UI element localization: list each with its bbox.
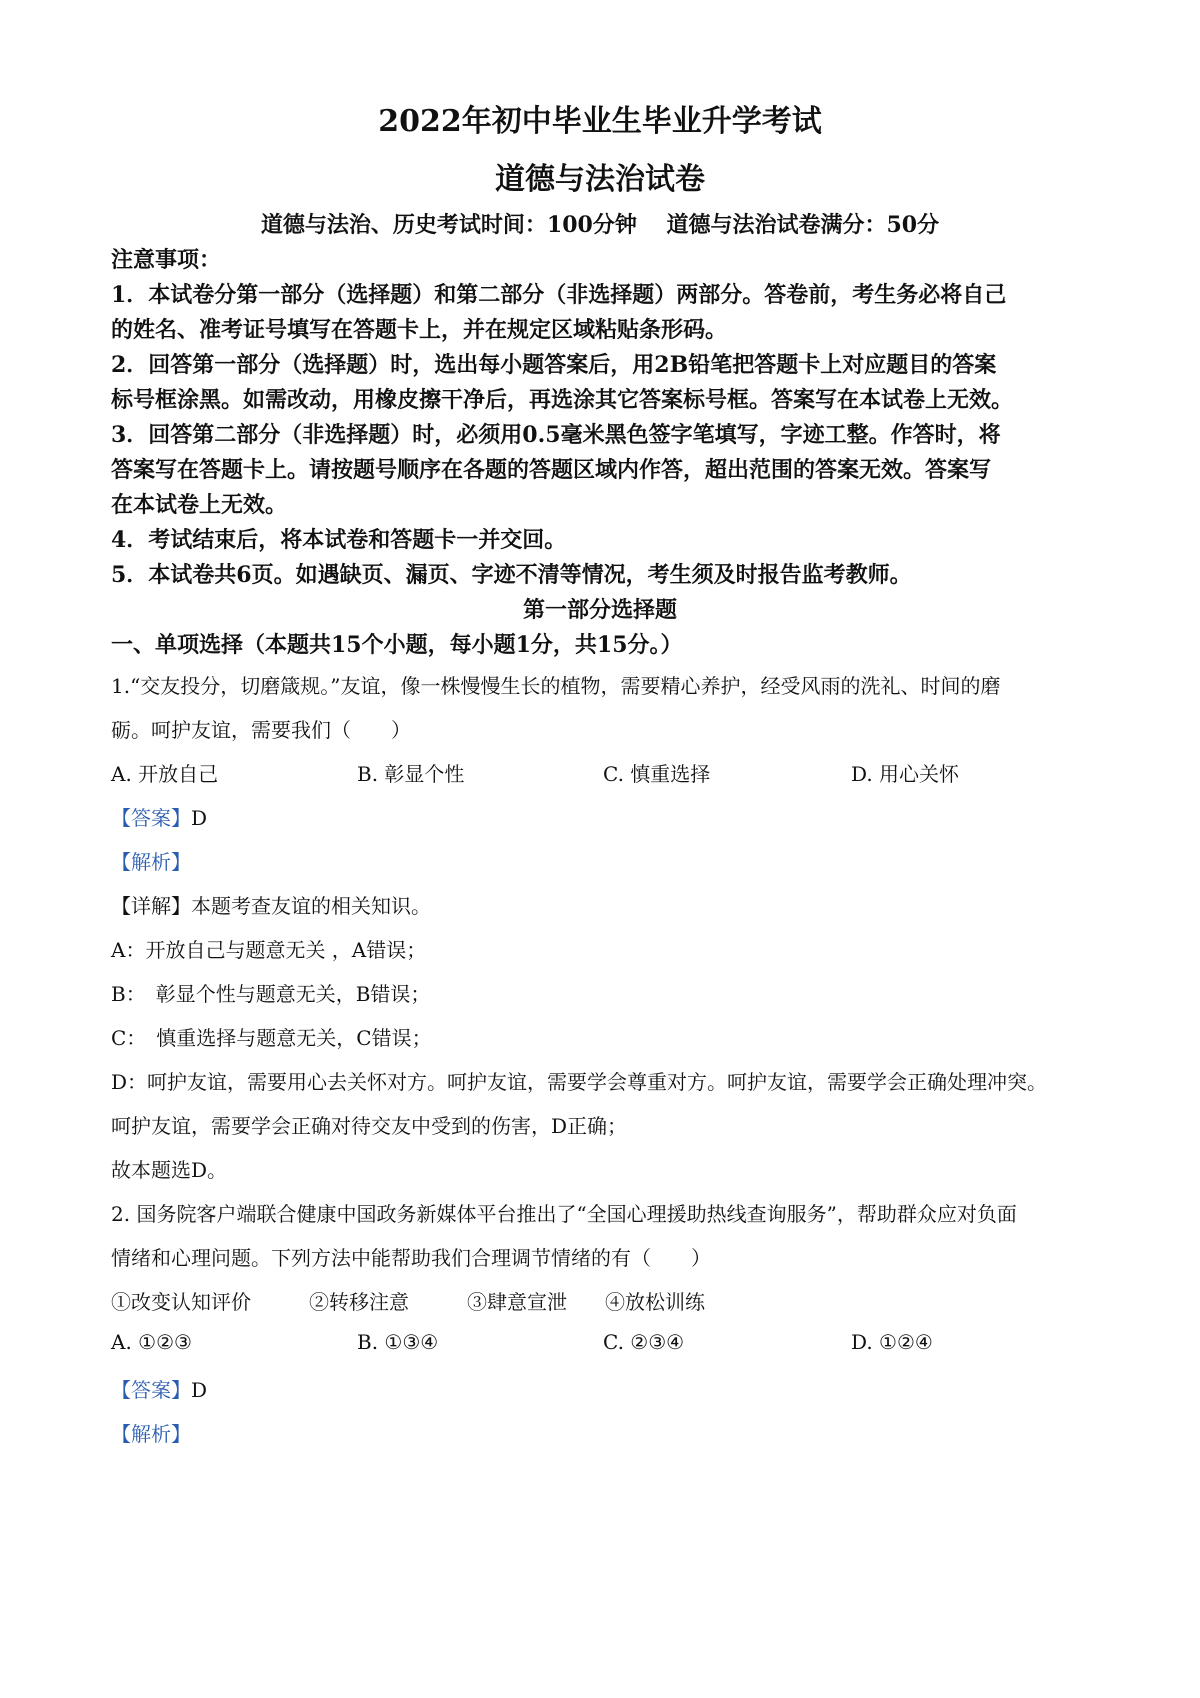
q1-option-a: A. 开放自己 [111, 762, 219, 786]
q1-option-d: D. 用心关怀 [851, 762, 960, 786]
exam-subtitle: 道德与法治试卷 [495, 162, 705, 197]
q2-option-a: A. ①②③ [111, 1330, 192, 1354]
q2-stem-line1: 2. 国务院客户端联合健康中国政务新媒体平台推出了“全国心理援助热线查询服务”，帮助群众应对负面 [111, 1202, 1017, 1226]
q2-analysis-tag: 【解析】 [111, 1422, 191, 1446]
q1-answer [111, 802, 207, 831]
note-line: 2．回答第一部分（选择题）时，选出每小题答案后，用2B铅笔把答题卡上对应题目的答案 [111, 352, 997, 378]
answer-value: D [191, 1378, 208, 1402]
exam-info: 道德与法治、历史考试时间：100分钟 道德与法治试卷满分：50分 [260, 212, 940, 238]
q2-option-b: B. ①③④ [357, 1330, 439, 1354]
q1-stem-line2: 砺。呵护友谊，需要我们（ ） [111, 718, 411, 742]
q1-explain-line: A：开放自己与题意无关 ，A错误； [111, 938, 427, 962]
answer-tag: 【答案】 [111, 806, 191, 830]
q1-option-b: B. 彰显个性 [357, 762, 465, 786]
exam-title: 2022年初中毕业生毕业升学考试 [378, 104, 822, 139]
q1-explain-line: C： 慎重选择与题意无关，C错误； [111, 1026, 432, 1050]
note-line: 标号框涂黑。如需改动，用橡皮擦干净后，再选涂其它答案标号框。答案写在本试卷上无效。 [111, 387, 1014, 413]
q2-item: ③肆意宣泄 [467, 1290, 567, 1314]
q1-explain-line: 故本题选D。 [111, 1158, 228, 1182]
answer-value: D [191, 806, 208, 830]
q1-analysis-tag: 【解析】 [111, 850, 191, 874]
q2-option-c: C. ②③④ [603, 1330, 685, 1354]
q1-explain-line: 呵护友谊，需要学会正确对待交友中受到的伤害，D正确； [111, 1114, 628, 1138]
q2-item: ②转移注意 [309, 1290, 409, 1314]
note-line: 4．考试结束后，将本试卷和答题卡一并交回。 [111, 527, 567, 553]
q2-answer [111, 1374, 207, 1403]
q1-stem-line1: 1.“交友投分，切磨箴规。”友谊，像一株慢慢生长的植物，需要精心养护，经受风雨的洗礼、时间的磨 [111, 674, 1001, 698]
note-line: 1．本试卷分第一部分（选择题）和第二部分（非选择题）两部分。答卷前，考生务必将自己 [111, 282, 1007, 308]
q2-item: ④放松训练 [605, 1290, 705, 1314]
q1-explain-line: B： 彰显个性与题意无关，B错误； [111, 982, 431, 1006]
answer-tag: 【答案】 [111, 1378, 191, 1402]
q2-item: ①改变认知评价 [111, 1290, 251, 1314]
notes-heading: 注意事项： [111, 247, 222, 273]
note-line: 的姓名、准考证号填写在答题卡上，并在规定区域粘贴条形码。 [111, 317, 728, 343]
q2-option-d: D. ①②④ [851, 1330, 933, 1354]
q1-explain-line: D：呵护友谊，需要用心去关怀对方。呵护友谊，需要学会尊重对方。呵护友谊，需要学会正确处理冲突。 [111, 1070, 1048, 1094]
part1-heading: 第一部分选择题 [522, 597, 677, 623]
note-line: 3．回答第二部分（非选择题）时，必须用0.5毫米黑色签字笔填写，字迹工整。作答时，将 [111, 422, 1001, 448]
section-heading: 一、单项选择（本题共15个小题，每小题1分，共15分。） [111, 632, 683, 658]
q1-detail: 【详解】本题考查友谊的相关知识。 [111, 894, 431, 918]
q1-option-c: C. 慎重选择 [603, 762, 711, 786]
q2-stem-line2: 情绪和心理问题。下列方法中能帮助我们合理调节情绪的有（ ） [111, 1246, 711, 1270]
note-line: 答案写在答题卡上。请按题号顺序在各题的答题区域内作答，超出范围的答案无效。答案写 [111, 457, 992, 483]
note-line: 在本试卷上无效。 [111, 492, 288, 518]
note-line: 5．本试卷共6页。如遇缺页、漏页、字迹不清等情况，考生须及时报告监考教师。 [111, 562, 912, 588]
